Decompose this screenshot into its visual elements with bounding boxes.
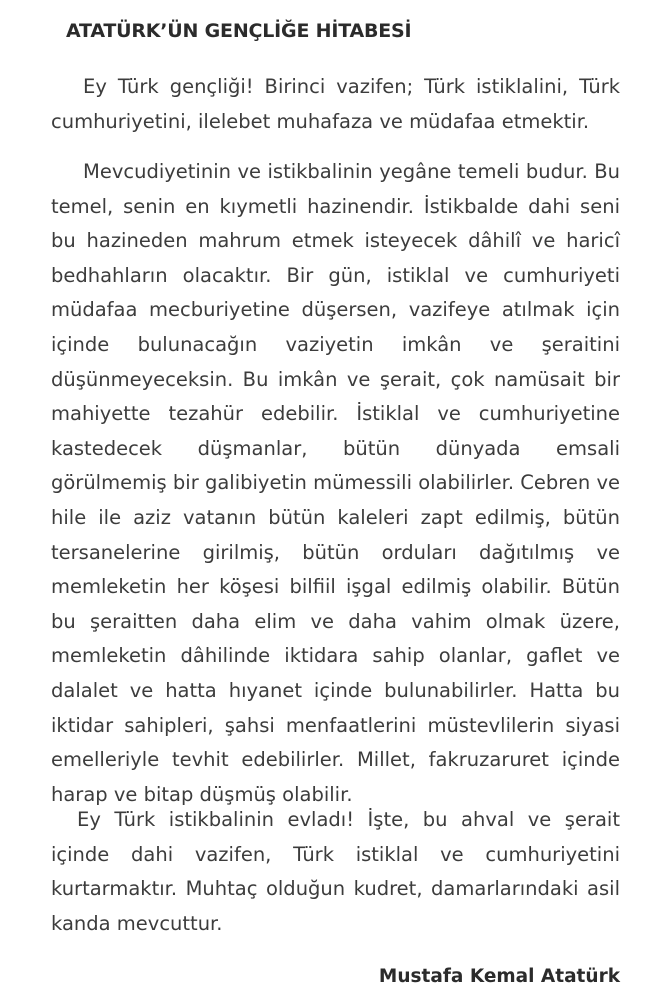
- paragraph-2: Mevcudiyetinin ve istikbalinin yegâne temeli budur. Bu temel, senin en kıymetli hazinendir. İstikbalde dahi seni bu hazineden mahrum etmek isteyecek dâhilî ve haricî bedhahların olacaktır. Bir gün, istiklal ve cumhuriyeti müdafaa mecburiyetine düşersen, vazifeye atılmak için içinde bulunacağın vaziyetin imkân ve şeraitini düşünmeyeceksin. Bu imkân ve şerait, çok namüsait bir mahiyette tezahür edebilir. İstiklal ve cumhuriyetine kastedecek düşmanlar, bütün dünyada emsali görülmemiş bir galibiyetin mümessili olabilirler. Cebren ve hile ile aziz vatanın bütün kaleleri zapt edilmiş, bütün tersanelerine girilmiş, bütün orduları dağıtılmış ve memleketin her köşesi bilfiil işgal edilmiş olabilir. Bütün bu şeraitten daha elim ve daha vahim olmak üzere, memleketin dâhilinde iktidara sahip olanlar, gaflet ve dalalet ve hatta hıyanet içinde bulunabilirler. Hatta bu iktidar sahipleri, şahsi menfaatlerini müstevlilerin siyasi emelleriyle tevhit edebilirler. Millet, fakruzaruret içinde harap ve bitap düşmüş olabilir.: [51, 160, 620, 806]
- paragraph-1: Ey Türk gençliği! Birinci vazifen; Türk istiklalini, Türk cumhuriyetini, ilelebet muhafaza ve müdafaa etmektir.: [51, 75, 620, 133]
- document-title: ATATÜRK’ÜN GENÇLİĞE HİTABESİ: [66, 20, 412, 42]
- signature: Mustafa Kemal Atatürk: [378, 966, 620, 987]
- paragraph-3: Ey Türk istikbalinin evladı! İşte, bu ahval ve şerait içinde dahi vazifen, Türk istiklal ve cumhuriyetini kurtarmaktır. Muhtaç olduğun kudret, damarlarındaki asil kanda mevcuttur.: [51, 808, 620, 935]
